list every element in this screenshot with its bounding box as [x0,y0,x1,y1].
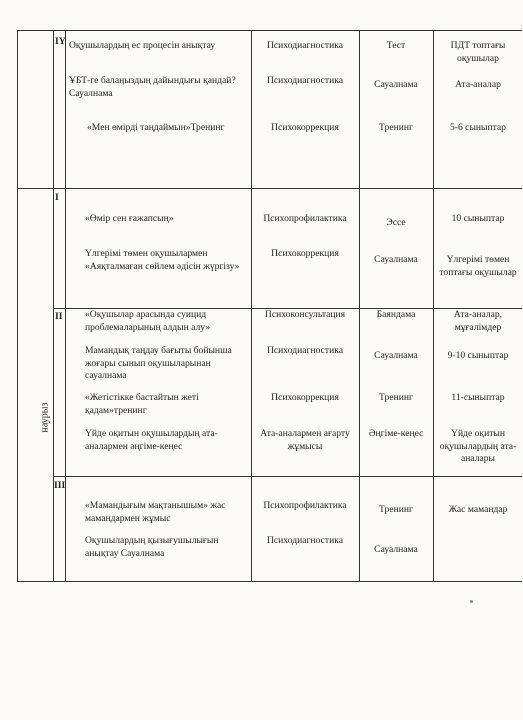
form-cell: Сауалнама [374,79,418,90]
form-cell: Әңгіме-кеңес [368,428,424,439]
direction-cell: Ата-аналармен ағарту жұмысы [260,428,350,452]
plan-table [17,30,522,582]
target-cell: 9-10 сыныптар [447,350,509,361]
form-cell: Тренинг [379,122,413,133]
direction-cell: Психодиагностика [266,40,343,51]
activity-cell: ҰБТ-ге балаңыздың дайындығы қандай? Сауалнама [69,75,236,99]
direction-cell: Психокоррекция [271,122,339,133]
column-divider [359,30,360,582]
form-cell: Сауалнама [374,254,418,265]
target-cell: Ата-аналар [455,79,501,90]
target-cell: 10 сыныптар [451,213,505,224]
column-divider [17,30,18,582]
section-number: I [55,192,59,203]
direction-cell: Психокоррекция [271,392,339,403]
form-cell: Сауалнама [374,350,418,361]
column-divider [53,30,54,582]
section-number: IY [55,36,66,47]
form-cell: Сауалнама [374,544,418,555]
month-label: наурыз [39,402,51,433]
row-divider [17,188,522,189]
table-bottom-border [17,581,522,582]
direction-cell: Психодиагностика [266,345,343,356]
activity-cell: «Оқушылар арасында суицид проблемаларының алдын алу» [85,309,211,333]
direction-cell: Психокоррекция [271,248,339,259]
activity-cell: «Өмір сен ғажапсың» [85,213,174,224]
activity-cell: Үйде оқитын оқушылардың ата-аналармен әңгіме-кеңес [85,428,218,452]
activity-cell: Мамандық таңдау бағыты бойынша жоғары сынып оқушыларынан сауалнама [85,345,232,381]
target-cell: ПДТ топтағы оқушылар [450,40,506,64]
activity-cell: Үлгерімі төмен оқушылармен «Аяқталмаған сөйлем әдісін жүргізу» [85,248,240,272]
direction-cell: Психопрофилактика [263,213,347,224]
direction-cell: Психодиагностика [266,75,343,86]
scan-speck [470,600,473,603]
table-top-border [17,30,522,31]
direction-cell: Психоконсультация [264,309,346,320]
form-cell: Тест [386,40,406,51]
column-divider [433,30,434,582]
target-cell: Жас мамандар [448,504,508,515]
section-number: II [55,311,63,322]
target-cell: Үлгерімі төмен топтағы оқушылар [439,254,517,278]
form-cell: Тренинг [379,392,413,403]
activity-cell: «Мен өмірді таңдаймын»Тренинг [87,122,225,133]
activity-cell: Оқушылардың қызығушылығын анықтау Сауалнама [85,535,219,559]
column-divider [65,30,66,582]
activity-cell: «Жетістікке бастайтын жеті қадам»тренинг [85,392,199,416]
activity-cell: Оқушылардың ес процесін анықтау [69,40,216,51]
activity-cell: «Мамандығым мақтанышым» жас мамандармен жұмыс [85,500,226,524]
section-number: III [54,480,66,491]
direction-cell: Психопрофилактика [263,500,347,511]
form-cell: Эссе [386,217,406,228]
form-cell: Баяндама [376,309,416,320]
target-cell: Ата-аналар, мұғалімдер [453,309,503,333]
target-cell: 11-сыныптар [451,392,505,403]
row-divider [53,476,522,477]
form-cell: Тренинг [379,504,413,515]
target-cell: 5-6 сыныптар [450,122,506,133]
target-cell: Үйде оқитын оқушылардың ата-аналары [439,428,517,464]
direction-cell: Психодиагностика [266,535,343,546]
